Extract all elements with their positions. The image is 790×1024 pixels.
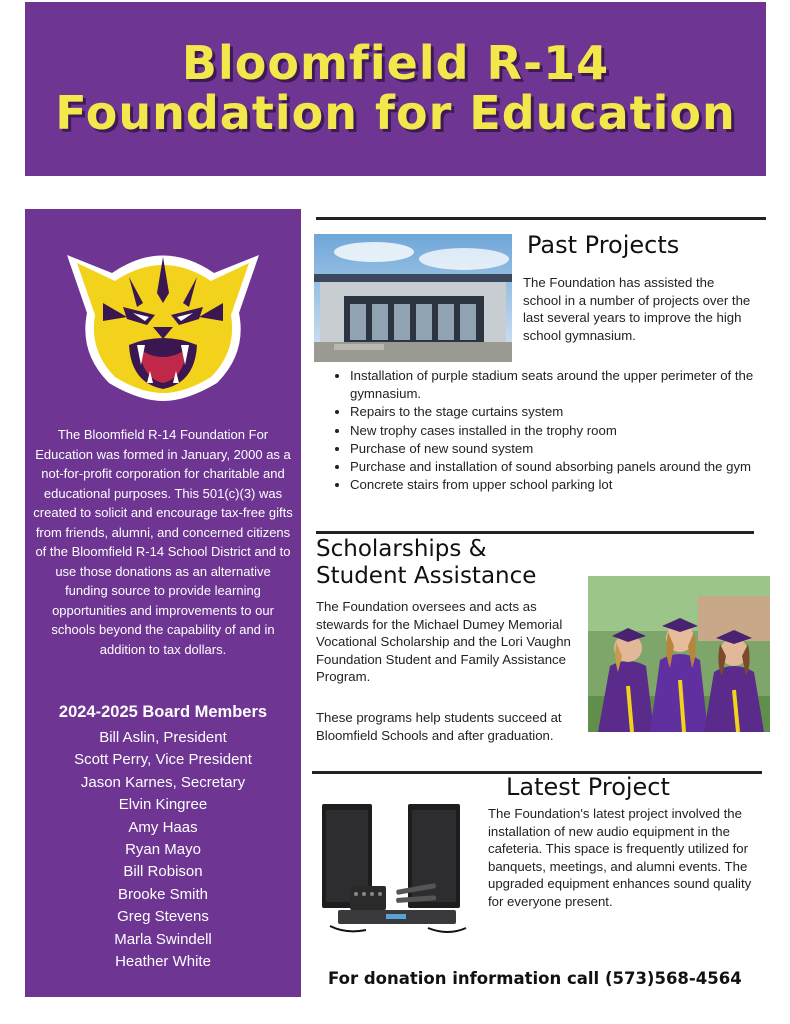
board-member: Elvin Kingree <box>118 796 208 814</box>
past-projects-intro: The Foundation has assisted the school in a number of projects over the last several years to improve the high school gymnasium. <box>523 275 751 343</box>
scholarships-description: The Foundation oversees and acts as stewards for the Michael Dumey Memorial Vocational Scholarship and the Lori Vaughn Foundation Student and Family Assistance Program. <box>316 599 571 685</box>
board-member: Jason Karnes, Secretary <box>80 773 246 791</box>
section-divider <box>316 531 754 534</box>
scholarships-heading <box>316 536 536 590</box>
list-item: • Installation of purple stadium seats around the upper perimeter of the gymnasium. <box>350 367 770 403</box>
board-member: Bill Aslin, President <box>99 729 227 746</box>
board-member: Marla Swindell <box>114 930 212 948</box>
title-banner <box>25 2 766 176</box>
board-members-list <box>25 727 301 973</box>
scholarships-heading-line-2: Student Assistance <box>316 563 537 589</box>
audio-equipment-photo <box>316 798 478 940</box>
list-item: • Concrete stairs from upper school parking lot <box>350 476 770 494</box>
board-members-heading: 2024-2025 Board Members <box>58 703 268 721</box>
board-member: Brooke Smith <box>117 885 209 903</box>
board-member: Scott Perry, Vice President <box>74 751 252 769</box>
board-member: Greg Stevens <box>117 908 209 926</box>
title-line-1: Bloomfield R-14 <box>181 36 610 91</box>
board-member: Heather White <box>115 953 211 971</box>
list-item: • Purchase and installation of sound absorbing panels around the gym <box>350 458 770 476</box>
board-member: Ryan Mayo <box>125 841 201 859</box>
latest-project-heading: Latest Project <box>506 773 670 801</box>
list-item: • New trophy cases installed in the trophy room <box>350 422 770 440</box>
list-item: • Purchase of new sound system <box>350 440 770 458</box>
foundation-about-text: The Bloomfield R-14 Foundation For Education was formed in January, 2000 as a not-for-profit corporation for charitable and educational purposes. This 501(c)(3) was created to solicit and encourage tax-free gifts from friends, alumni, and concerned citizens of the Bloomfield R-14 School District and to use those donations as an alternative funding source to provide learning opportunities and improvements to our schools beyond the capability of and in addition to tax dollars. <box>33 427 293 657</box>
board-member: Bill Robison <box>123 863 203 881</box>
title-line-2: Foundation for Education <box>55 86 736 140</box>
gymnasium-photo <box>314 234 512 362</box>
past-projects-heading: Past Projects <box>527 231 680 259</box>
past-projects-list <box>330 367 770 494</box>
graduates-photo <box>588 576 770 732</box>
wildcat-mascot-logo <box>57 233 269 403</box>
board-member: Amy Haas <box>128 818 198 836</box>
sidebar-panel <box>25 209 301 997</box>
section-divider <box>316 217 766 220</box>
donation-contact: For donation information call (573)568-4564 <box>328 969 742 988</box>
list-item: • Repairs to the stage curtains system <box>350 403 770 421</box>
latest-project-description: The Foundation's latest project involved the installation of new audio equipment in the cafeteria. This space is frequently utilized for banquets, meetings, and alumni events. The upgraded equipment enhances sound quality for everyone present. <box>488 806 752 909</box>
scholarships-heading-line-1: Scholarships & <box>316 536 487 562</box>
scholarships-outcome: These programs help students succeed at Bloomfield Schools and after graduation. <box>316 710 562 743</box>
